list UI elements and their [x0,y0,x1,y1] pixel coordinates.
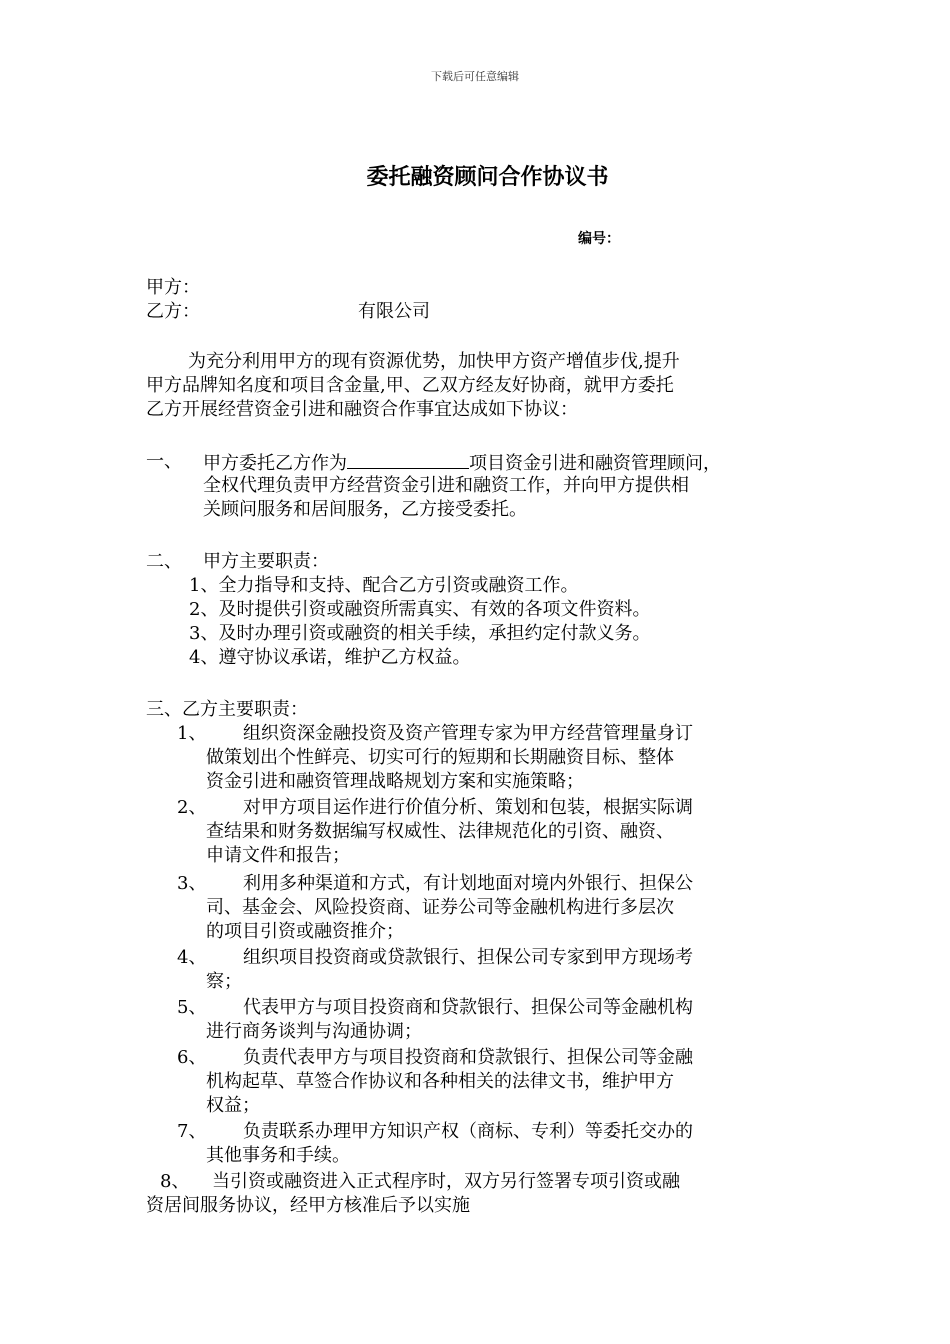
section-3-item-line: 司、基金会、风险投资商、证券公司等金融机构进行多层次 [206,897,674,918]
serial-number-label: 编号： [578,231,620,247]
section-3-item-number: 3、 [177,873,207,894]
section-3-item-number: 4、 [177,947,207,968]
section-3-item-line: 资居间服务协议，经甲方核准后予以实施 [146,1195,470,1216]
section-3-item-line: 负责代表甲方与项目投资商和贷款银行、担保公司等金融 [243,1047,693,1068]
section-1-number: 一、 [146,451,182,472]
section-3-item-line: 察； [206,971,242,992]
section-3-item-line: 组织资深金融投资及资产管理专家为甲方经营管理量身订 [243,723,693,744]
header-note: 下载后可任意编辑 [431,70,519,83]
section-3-item-line: 机构起草、草签合作协议和各种相关的法律文书，维护甲方 [206,1071,674,1092]
intro-line: 乙方开展经营资金引进和融资合作事宜达成如下协议： [146,399,578,420]
section-3-item-line: 资金引进和融资管理战略规划方案和实施策略； [206,771,584,792]
section-1-text-before: 甲方委托乙方作为 [203,453,347,474]
document-title: 委托融资顾问合作协议书 [366,165,609,190]
section-3-item-number: 7、 [177,1121,207,1142]
party-a-label: 甲方： [146,277,200,298]
intro-line: 为充分利用甲方的现有资源优势，加快甲方资产增值步伐,提升 [188,351,680,372]
section-3-item-line: 利用多种渠道和方式，有计划地面对境内外银行、担保公 [243,873,693,894]
party-b-name: 有限公司 [358,301,430,322]
intro-line: 甲方品牌知名度和项目含金量,甲、乙双方经友好协商，就甲方委托 [146,375,674,396]
party-b-label: 乙方： [146,301,200,322]
section-3-item-line: 的项目引资或融资推介； [206,921,404,942]
section-2-item: 4、遵守协议承诺，维护乙方权益。 [189,647,471,668]
section-3-item-line: 申请文件和报告； [206,845,350,866]
section-1-first-line [203,450,721,476]
section-3-heading: 三、乙方主要职责： [146,699,308,720]
section-3-item-line: 做策划出个性鲜亮、切实可行的短期和长期融资目标、整体 [206,747,674,768]
section-3-item-line: 当引资或融资进入正式程序时，双方另行签署专项引资或融 [212,1171,680,1192]
section-3-item-number: 1、 [177,723,207,744]
section-2-item: 2、及时提供引资或融资所需真实、有效的各项文件资料。 [189,599,651,620]
section-1-text-after: 项目资金引进和融资管理顾问， [469,453,721,474]
section-3-item-number: 6、 [177,1047,207,1068]
section-2-number: 二、 [146,551,182,572]
section-3-item-line: 对甲方项目运作进行价值分析、策划和包装，根据实际调 [243,797,693,818]
section-1-line: 全权代理负责甲方经营资金引进和融资工作，并向甲方提供相 [203,475,689,496]
section-1-line: 关顾问服务和居间服务，乙方接受委托。 [203,499,527,520]
section-2-item: 1、全力指导和支持、配合乙方引资或融资工作。 [189,575,579,596]
section-3-item-line: 组织项目投资商或贷款银行、担保公司专家到甲方现场考 [243,947,693,968]
section-3-item-number: 5、 [177,997,207,1018]
fill-in-blank [347,450,469,469]
section-3-item-line: 查结果和财务数据编写权威性、法律规范化的引资、融资、 [206,821,674,842]
section-3-item-line: 其他事务和手续。 [206,1145,350,1166]
section-2-item: 3、及时办理引资或融资的相关手续，承担约定付款义务。 [189,623,651,644]
section-3-item-line: 负责联系办理甲方知识产权（商标、专利）等委托交办的 [243,1121,693,1142]
section-2-heading: 甲方主要职责： [203,551,329,572]
section-3-item-line: 进行商务谈判与沟通协调； [206,1021,422,1042]
section-3-item-number: 2、 [177,797,207,818]
section-3-item-line: 代表甲方与项目投资商和贷款银行、担保公司等金融机构 [243,997,693,1018]
section-3-item-number: 8、 [160,1171,190,1192]
section-3-item-line: 权益； [206,1095,260,1116]
